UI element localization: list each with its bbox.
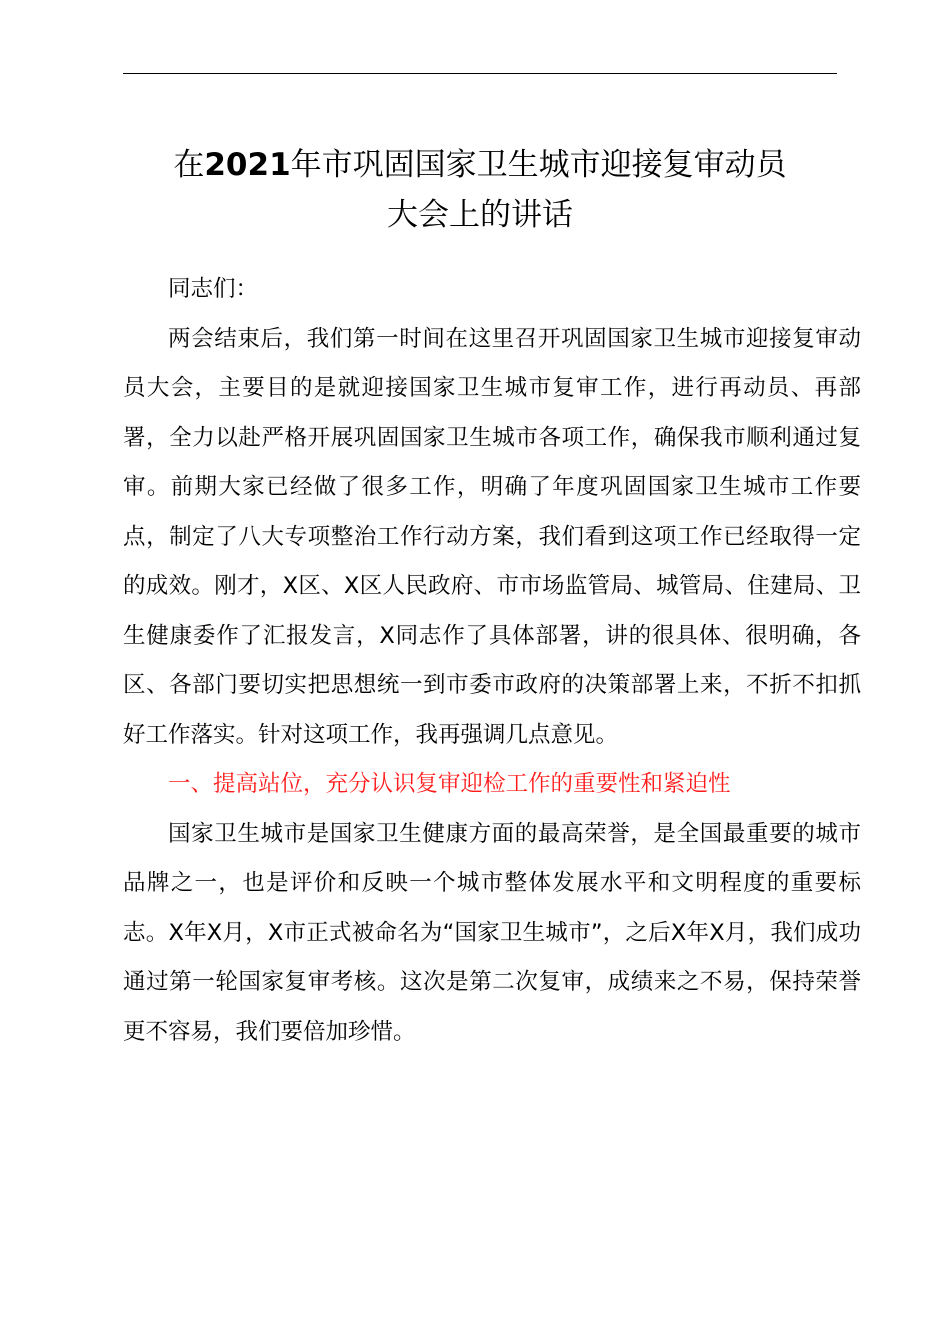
document-title [100, 140, 860, 240]
title-year: 2021 [204, 147, 291, 183]
header-rule [123, 73, 837, 74]
paragraph-section-1: 国家卫生城市是国家卫生健康方面的最高荣誉，是全国最重要的城市品牌之一，也是评价和反映一个城市整体发展水平和文明程度的重要标志。X年X月，X市正式被命名为“国家卫生城市”，之后X年X月，我们成功通过第一轮国家复审考核。这次是第二次复审，成绩来之不易，保持荣誉更不容易，我们要倍加珍惜。 [123, 820, 861, 1045]
title-line-1 [100, 140, 860, 190]
title-part-1: 在 [173, 147, 205, 183]
paragraph-intro: 两会结束后，我们第一时间在这里召开巩固国家卫生城市迎接复审动员大会，主要目的是就迎接国家卫生城市复审工作，进行再动员、再部署，全力以赴严格开展巩固国家卫生城市各项工作，确保我市顺利通过复审。前期大家已经做了很多工作，明确了年度巩固国家卫生城市工作要点，制定了八大专项整治工作行动方案，我们看到这项工作已经取得一定的成效。刚才，X区、X区人民政府、市市场监管局、城管局、住建局、卫生健康委作了汇报发言，X同志作了具体部署，讲的很具体、很明确，各区、各部门要切实把思想统一到市委市政府的决策部署上来，不折不扣抓好工作落实。针对这项工作，我再强调几点意见。 [123, 325, 861, 748]
title-line-2: 大会上的讲话 [387, 197, 573, 233]
section-heading-1: 一、提高站位，充分认识复审迎检工作的重要性和紧迫性 [168, 771, 731, 797]
document-body [123, 265, 861, 1057]
salutation: 同志们： [168, 276, 259, 302]
title-part-2: 年市巩固国家卫生城市迎接复审动员 [290, 147, 787, 183]
